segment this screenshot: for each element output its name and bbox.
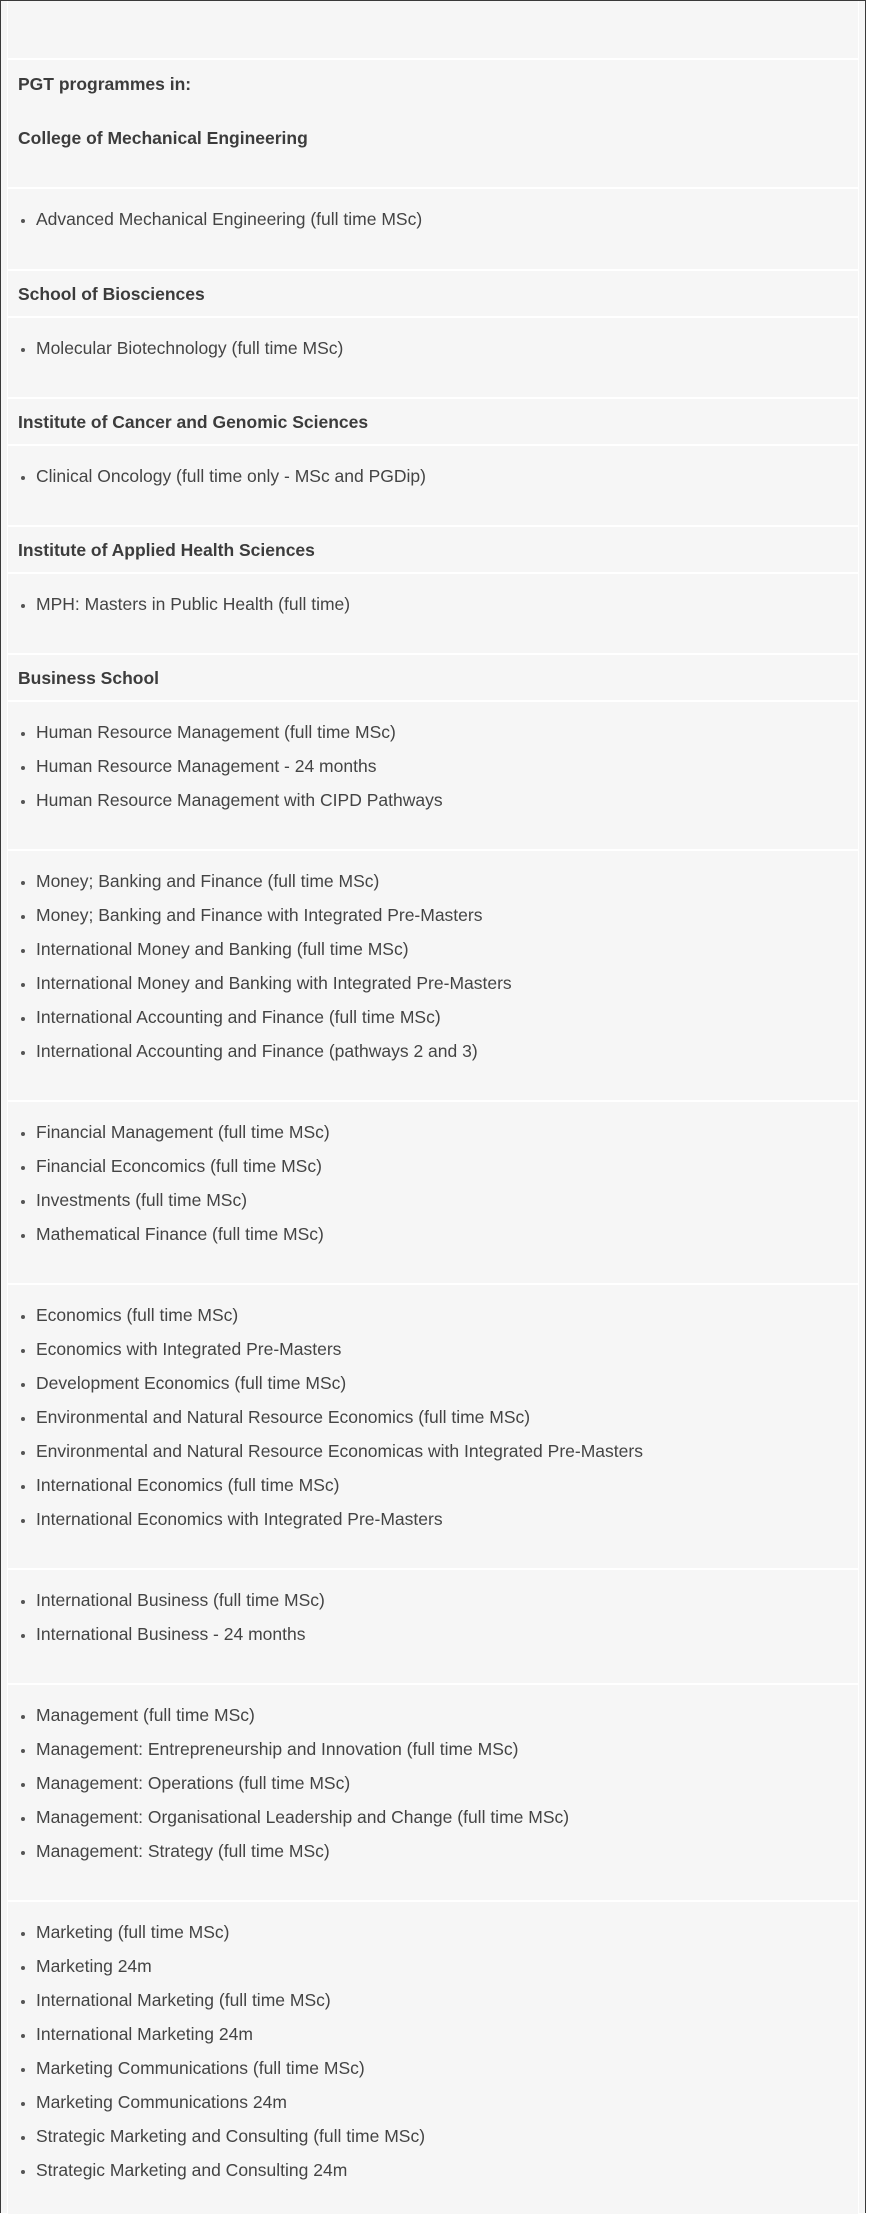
table-row [7, 572, 859, 653]
table-row [7, 187, 859, 269]
list-item: • International Marketing 24m [36, 2026, 425, 2060]
list-item: • Marketing Communications 24m [36, 2094, 425, 2128]
list-item: • Human Resource Management - 24 months [36, 758, 443, 792]
section-heading: Business School [18, 668, 160, 688]
list-item: • Economics with Integrated Pre-Masters [36, 1341, 643, 1375]
section-heading: Institute of Cancer and Genomic Sciences [18, 412, 369, 432]
table-row [7, 700, 859, 849]
table-row [7, 1100, 859, 1283]
list-item: • International Economics with Integrated Pre-Masters [36, 1511, 643, 1545]
section-heading: School of Biosciences [18, 284, 205, 304]
intro-title: PGT programmes in: [18, 74, 192, 94]
list-item: • Marketing Communications (full time MSc) [36, 2060, 425, 2094]
list-item: • Human Resource Management with CIPD Pathways [36, 792, 443, 826]
programme-list [8, 1307, 643, 1545]
list-item: • Molecular Biotechnology (full time MSc) [36, 340, 343, 374]
list-item: • Clinical Oncology (full time only - MSc and PGDip) [36, 468, 426, 502]
list-item: • Financial Management (full time MSc) [36, 1124, 330, 1158]
table-row [7, 1568, 859, 1683]
list-item: • MPH: Masters in Public Health (full time) [36, 596, 350, 630]
programme-list [8, 1707, 569, 1877]
table-row-heading [7, 653, 859, 700]
table-row [7, 1900, 859, 2214]
list-item: • Environmental and Natural Resource Economicas with Integrated Pre-Masters [36, 1443, 643, 1477]
table-row-heading [7, 525, 859, 572]
programme-list [8, 873, 512, 1077]
list-item: • International Money and Banking with Integrated Pre-Masters [36, 975, 512, 1009]
list-item: • International Business (full time MSc) [36, 1592, 325, 1626]
list-item: • Advanced Mechanical Engineering (full time MSc) [36, 211, 422, 245]
list-item: • International Marketing (full time MSc) [36, 1992, 425, 2026]
list-item: • Money; Banking and Finance (full time MSc) [36, 873, 512, 907]
list-item: • Strategic Marketing and Consulting (full time MSc) [36, 2128, 425, 2162]
programme-list [8, 340, 343, 374]
table-row-intro [7, 58, 859, 187]
list-item: • Mathematical Finance (full time MSc) [36, 1226, 330, 1260]
list-item: • Financial Econcomics (full time MSc) [36, 1158, 330, 1192]
table-row-heading [7, 397, 859, 444]
list-item: • International Business - 24 months [36, 1626, 325, 1660]
list-item: • Management: Entrepreneurship and Innovation (full time MSc) [36, 1741, 569, 1775]
list-item: • International Accounting and Finance (pathways 2 and 3) [36, 1043, 512, 1077]
section-heading: Institute of Applied Health Sciences [18, 540, 315, 560]
programme-list [8, 1924, 425, 2196]
table-row-heading [7, 269, 859, 316]
list-item: • Management: Organisational Leadership and Change (full time MSc) [36, 1809, 569, 1843]
programme-list [8, 596, 350, 630]
list-item: • Human Resource Management (full time MSc) [36, 724, 443, 758]
list-item: • Marketing 24m [36, 1958, 425, 1992]
programme-list [8, 1124, 330, 1260]
list-item: • Management: Strategy (full time MSc) [36, 1843, 569, 1877]
list-item: • International Economics (full time MSc) [36, 1477, 643, 1511]
table-row [7, 316, 859, 397]
list-item: • Management: Operations (full time MSc) [36, 1775, 569, 1809]
programme-list [8, 1592, 325, 1660]
list-item: • Investments (full time MSc) [36, 1192, 330, 1226]
table-row [7, 444, 859, 525]
list-item: • Strategic Marketing and Consulting 24m [36, 2162, 425, 2196]
table-row-empty [7, 1, 859, 58]
list-item: • Money; Banking and Finance with Integrated Pre-Masters [36, 907, 512, 941]
list-item: • Marketing (full time MSc) [36, 1924, 425, 1958]
list-item: • International Accounting and Finance (full time MSc) [36, 1009, 512, 1043]
list-item: • Development Economics (full time MSc) [36, 1375, 643, 1409]
list-item: • International Money and Banking (full time MSc) [36, 941, 512, 975]
programme-list [8, 468, 426, 502]
programme-list [8, 211, 422, 245]
list-item: • Environmental and Natural Resource Economics (full time MSc) [36, 1409, 643, 1443]
programme-list [8, 724, 443, 826]
table-row [7, 1283, 859, 1568]
table-row [7, 1683, 859, 1900]
college-heading: College of Mechanical Engineering [18, 128, 308, 148]
list-item: • Economics (full time MSc) [36, 1307, 643, 1341]
list-item: • Management (full time MSc) [36, 1707, 569, 1741]
table-row [7, 849, 859, 1100]
